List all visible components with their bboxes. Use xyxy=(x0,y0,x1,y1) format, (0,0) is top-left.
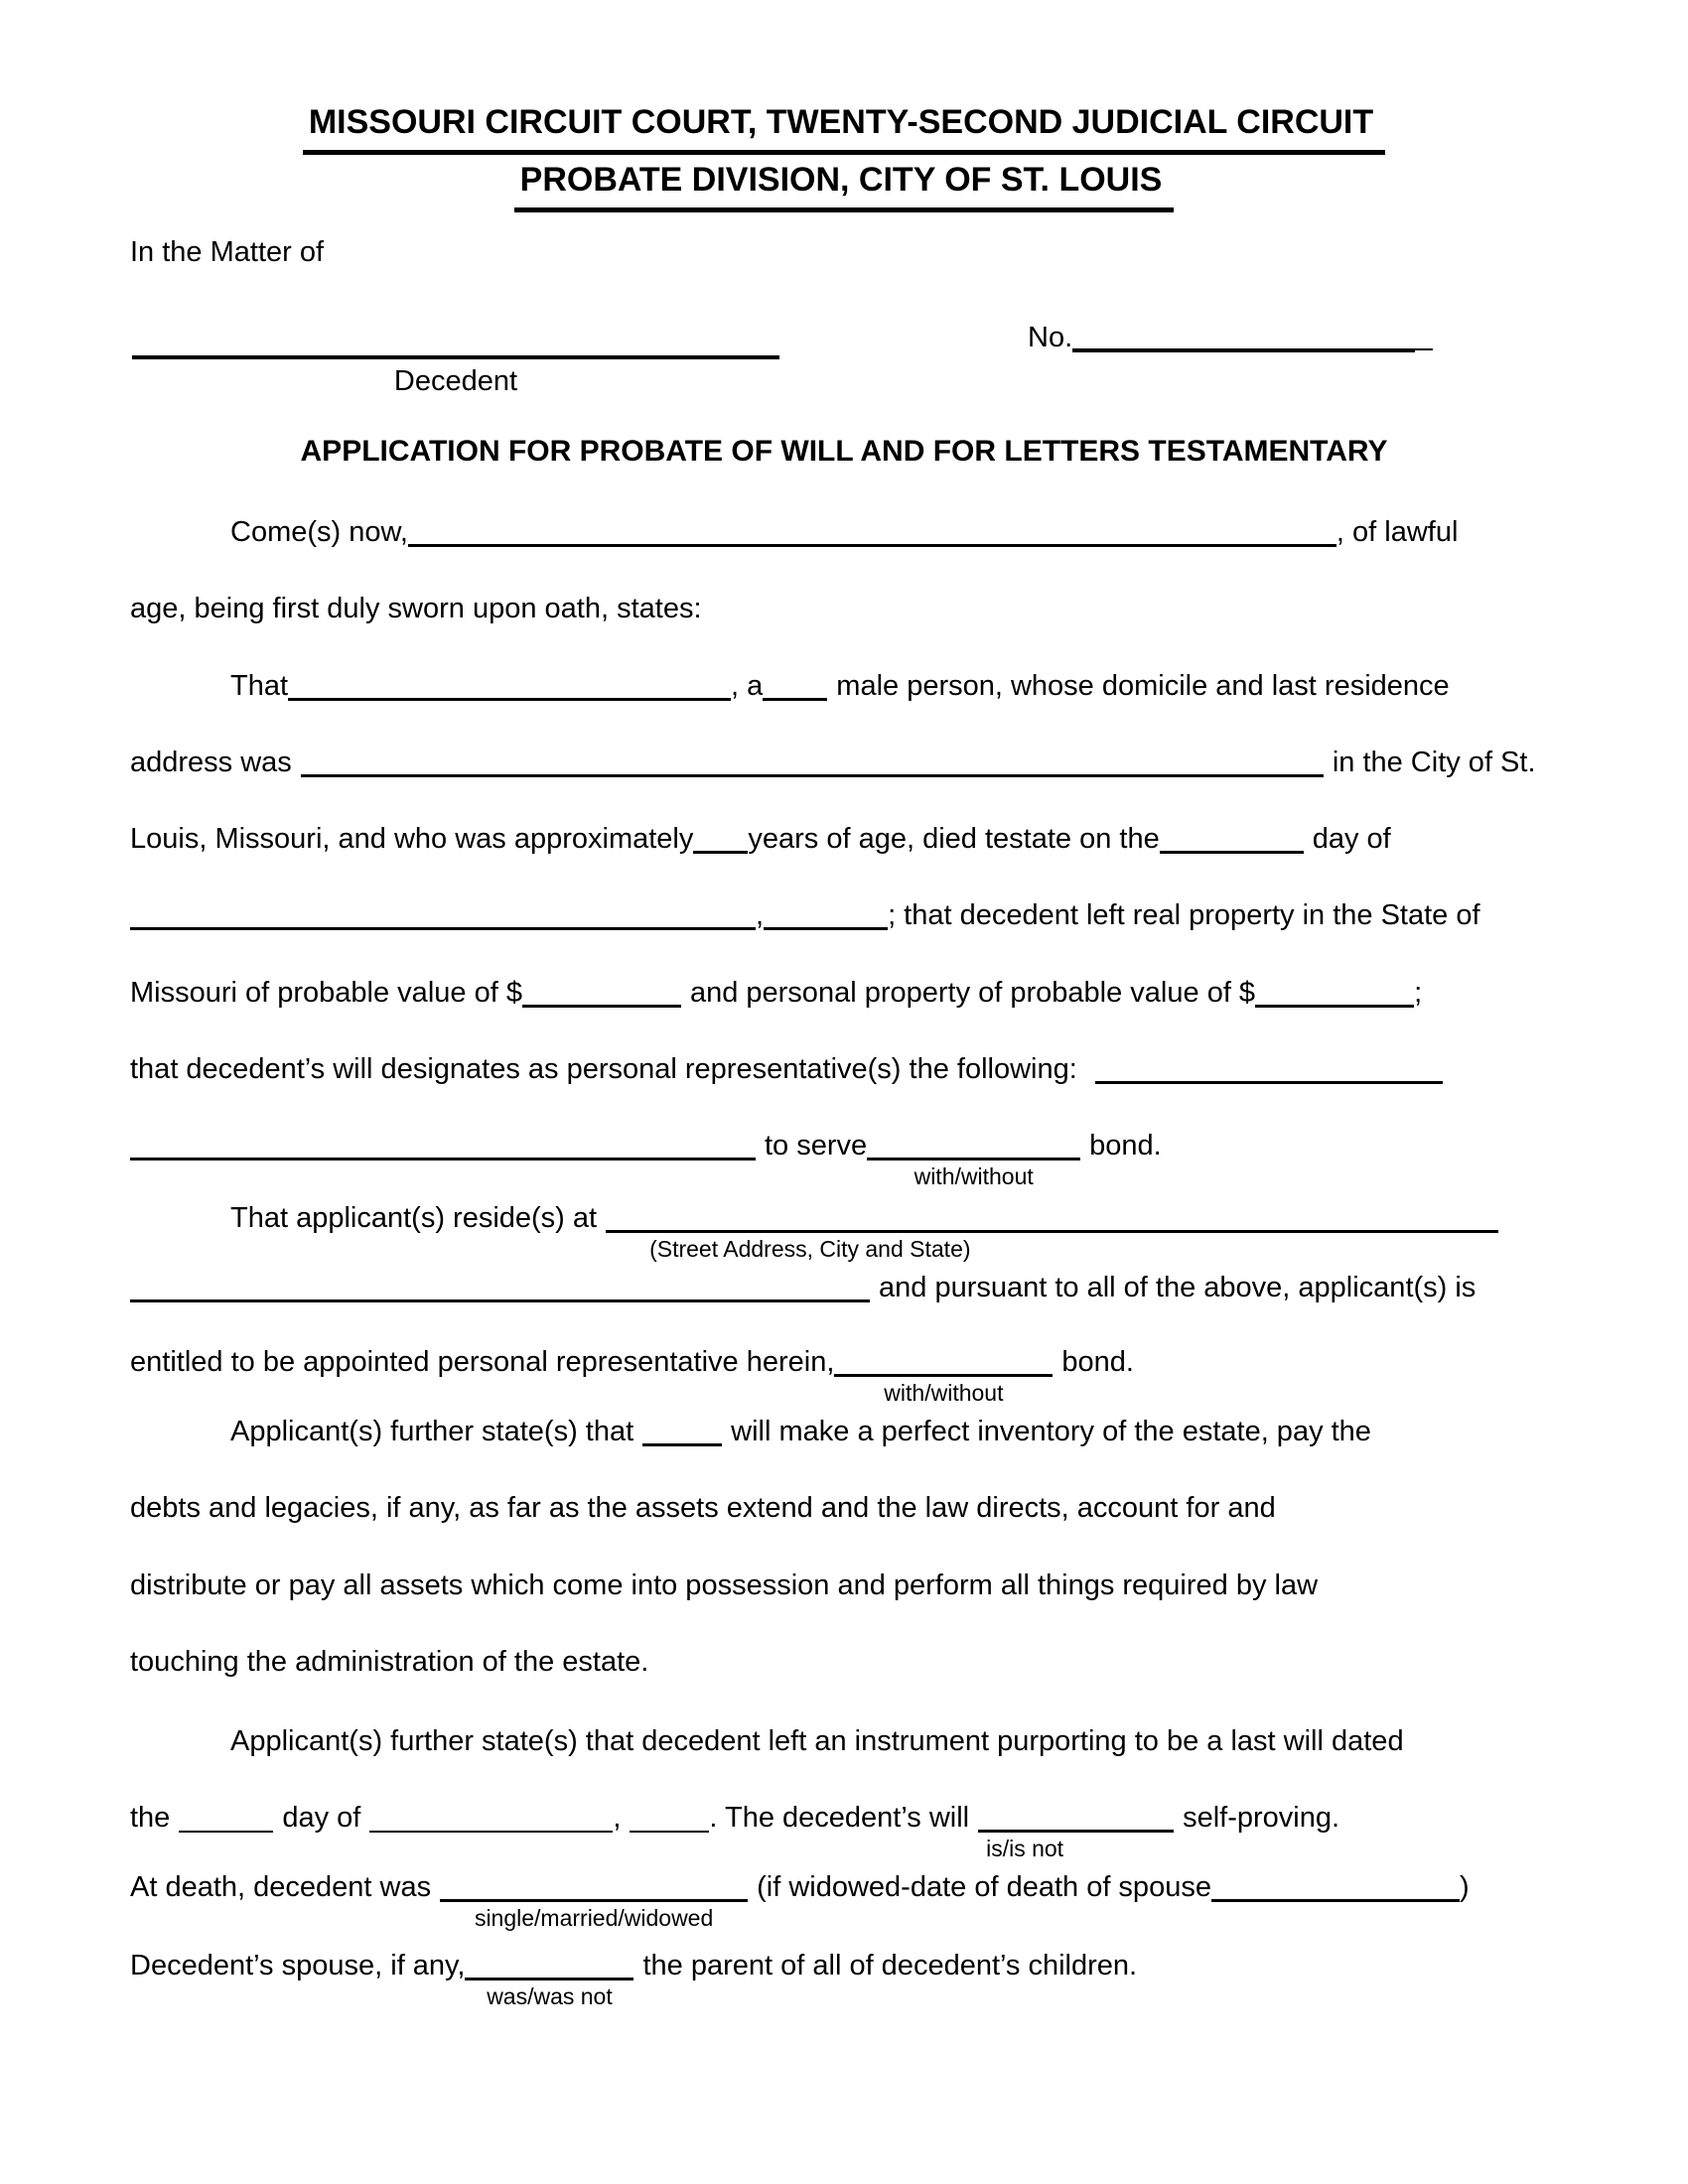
blank-gender-prefix[interactable] xyxy=(763,693,827,701)
reside-at-text: That applicant(s) reside(s) at xyxy=(230,1202,598,1234)
line-comes-now xyxy=(130,516,1458,549)
blank-self-proving[interactable] xyxy=(978,1825,1174,1861)
line-property-values xyxy=(130,977,1422,1010)
blank-herein-bond[interactable] xyxy=(834,1369,1053,1406)
blank-death-day[interactable] xyxy=(1160,846,1304,854)
blank-death-month[interactable] xyxy=(130,922,756,930)
blank-marital-status[interactable] xyxy=(440,1894,748,1931)
single-married-widowed-hint: single/married/widowed xyxy=(474,1905,714,1931)
court-header xyxy=(0,97,1688,212)
line-louis-age xyxy=(130,823,1391,856)
close-paren-text: ) xyxy=(1459,1871,1470,1903)
with-without-hint-2: with/without xyxy=(884,1380,1004,1406)
will-date-comma: , xyxy=(613,1802,622,1834)
blank-representative-name-1[interactable] xyxy=(1095,1076,1443,1084)
was-wasnot-hint: was/was not xyxy=(487,1983,613,2009)
parent-of-children-text: the parent of all of decedent’s children. xyxy=(642,1950,1138,1981)
with-without-hint-1: with/without xyxy=(914,1163,1034,1189)
date-comma-text: , xyxy=(756,899,765,931)
line-to-serve-bond xyxy=(130,1130,1162,1189)
line-death-date xyxy=(130,899,1480,932)
blank-death-year[interactable] xyxy=(764,922,888,930)
in-the-matter-of-label: In the Matter of xyxy=(130,236,325,268)
blank-will-month[interactable] xyxy=(369,1826,613,1833)
blank-serve-bond[interactable] xyxy=(867,1153,1080,1189)
if-widowed-text: (if widowed-date of death of spouse xyxy=(757,1871,1211,1903)
line-address xyxy=(130,747,1536,779)
that-text: That xyxy=(230,670,289,702)
blank-age-years[interactable] xyxy=(693,846,748,854)
louis-missouri-text: Louis, Missouri, and who was approximately xyxy=(130,823,694,855)
decedent-label: Decedent xyxy=(393,365,518,397)
blank-decedent-name[interactable] xyxy=(132,324,779,359)
line-will-date xyxy=(130,1802,1340,1861)
at-death-text: At death, decedent was xyxy=(130,1871,432,1903)
blank-residence-address[interactable] xyxy=(301,769,1324,777)
bond-text-2: bond. xyxy=(1061,1346,1134,1378)
blank-will-year[interactable] xyxy=(630,1826,709,1833)
line-touching: touching the administration of the estate. xyxy=(130,1646,649,1678)
pursuant-text: and pursuant to all of the above, applicant(s) is xyxy=(879,1272,1477,1303)
male-person-text: male person, whose domicile and last residence xyxy=(836,670,1450,702)
line-distribute: distribute or pay all assets which come into possession and perform all things required by law xyxy=(130,1570,1319,1601)
line-inventory xyxy=(130,1416,1371,1448)
blank-personal-property-value[interactable] xyxy=(1255,1000,1414,1008)
address-was-text: address was xyxy=(130,747,292,778)
the-text: the xyxy=(130,1802,171,1834)
case-no-label: No. xyxy=(1028,322,1073,353)
blank-applicant-name[interactable] xyxy=(408,539,1336,547)
perfect-inventory-text: will make a perfect inventory of the estate, pay the xyxy=(731,1416,1371,1447)
city-of-st-text: in the City of St. xyxy=(1332,747,1536,778)
line-instrument: Applicant(s) further state(s) that decedent left an instrument purporting to be a last will dated xyxy=(230,1725,1404,1757)
further-states-text: Applicant(s) further state(s) that xyxy=(230,1416,634,1447)
semicolon-text: ; xyxy=(1414,977,1423,1009)
blank-pronoun[interactable] xyxy=(642,1438,722,1446)
case-number-line-tail xyxy=(1415,343,1433,350)
line-spouse-parent xyxy=(130,1950,1138,2009)
decedents-spouse-text: Decedent’s spouse, if any, xyxy=(130,1950,466,1981)
line-designates xyxy=(130,1053,1443,1086)
blank-spouse-death-date[interactable] xyxy=(1211,1894,1460,1902)
real-property-text: ; that decedent left real property in the State of xyxy=(888,899,1480,931)
years-of-age-text: years of age, died testate on the xyxy=(748,823,1160,855)
to-serve-text: to serve xyxy=(765,1130,868,1161)
is-isnot-hint: is/is not xyxy=(986,1836,1064,1861)
blank-applicant-address-2[interactable] xyxy=(130,1295,870,1302)
court-name-line: MISSOURI CIRCUIT COURT, TWENTY-SECOND JUDICIAL CIRCUIT xyxy=(303,97,1385,155)
bond-text-1: bond. xyxy=(1089,1130,1162,1161)
blank-real-property-value[interactable] xyxy=(522,1000,681,1008)
day-of-text: day of xyxy=(1312,823,1391,855)
self-proving-text: self-proving. xyxy=(1183,1802,1340,1834)
street-address-hint: (Street Address, City and State) xyxy=(649,1236,971,1262)
blank-case-number[interactable] xyxy=(1072,343,1415,352)
of-lawful-text: , of lawful xyxy=(1336,516,1459,548)
court-division-line: PROBATE DIVISION, CITY OF ST. LOUIS xyxy=(514,155,1175,212)
comma-a-text: , a xyxy=(731,670,764,702)
day-of-text-2: day of xyxy=(282,1802,361,1834)
blank-representative-name-2[interactable] xyxy=(130,1153,756,1160)
line-debts: debts and legacies, if any, as far as the assets extend and the law directs, account for and xyxy=(130,1492,1276,1524)
form-title: APPLICATION FOR PROBATE OF WILL AND FOR LETTERS TESTAMENTARY xyxy=(300,435,1388,468)
line-reside-at xyxy=(130,1202,1498,1262)
decedents-will-text: . The decedent’s will xyxy=(709,1802,970,1834)
comes-now-text: Come(s) now, xyxy=(230,516,408,548)
blank-will-day[interactable] xyxy=(179,1826,273,1833)
entitled-text: entitled to be appointed personal representative herein, xyxy=(130,1346,835,1378)
line-age-sworn: age, being first duly sworn upon oath, states: xyxy=(130,593,702,624)
line-entitled xyxy=(130,1346,1134,1406)
blank-spouse-parent[interactable] xyxy=(465,1973,633,2009)
line-that-decedent xyxy=(130,670,1450,703)
blank-decedent-name-2[interactable] xyxy=(288,693,731,701)
personal-property-text: and personal property of probable value of $ xyxy=(689,977,1256,1009)
line-marital-status xyxy=(130,1871,1470,1931)
blank-applicant-address-1[interactable] xyxy=(606,1225,1498,1262)
designates-text: that decedent’s will designates as personal representative(s) the following: xyxy=(130,1053,1077,1085)
probable-value-text: Missouri of probable value of $ xyxy=(130,977,522,1009)
case-number-group xyxy=(1028,322,1433,354)
line-pursuant xyxy=(130,1272,1476,1304)
